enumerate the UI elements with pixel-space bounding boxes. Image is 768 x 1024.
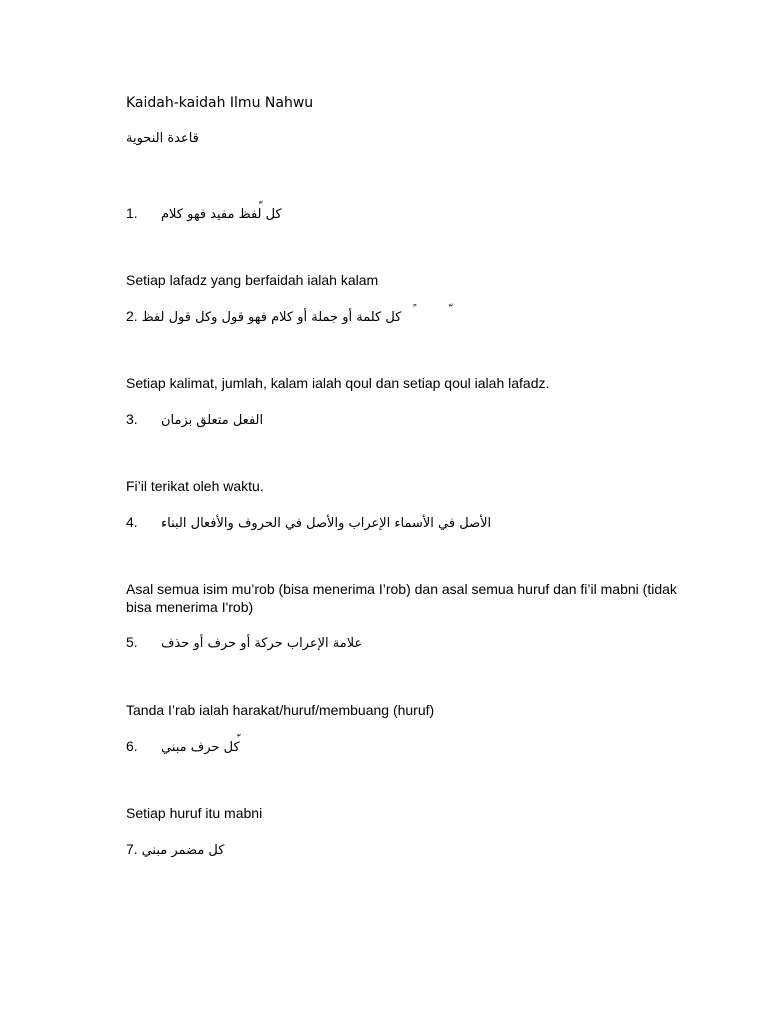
rule-arabic: كل كلمة أو جملة أو كلام فهو قول وكل قول لفظ: [141, 310, 402, 325]
rule-number: 6.: [126, 738, 138, 754]
rule-number: 7.: [126, 841, 138, 857]
rule-arabic: كل لفظ مفيد فهو كلام: [161, 207, 282, 222]
arabic-subtitle: قاعدة النحوية: [126, 131, 199, 146]
rule-1: [126, 204, 282, 224]
rule-5: [126, 633, 362, 653]
rule-number: 5.: [126, 634, 138, 650]
rule-number: 3.: [126, 411, 138, 427]
rule-5-translation: Tanda I’rab ialah harakat/huruf/membuang (huruf): [126, 702, 435, 718]
rule-number: 1.: [126, 205, 138, 221]
rule-7: [126, 840, 224, 860]
document-title: Kaidah-kaidah Ilmu Nahwu: [126, 95, 314, 111]
rule-3: [126, 410, 263, 430]
rule-4-translation: Asal semua isim mu’rob (bisa menerima I’rob) dan asal semua huruf dan fi’il mabni (tidak bisa menerima I'rob): [126, 581, 677, 615]
rule-arabic: علامة الإعراب حركة أو حرف أو حذف: [161, 636, 363, 651]
rule-arabic: كل مضمر مبني: [141, 843, 225, 858]
rule-3-translation: Fi’il terikat oleh waktu.: [126, 478, 264, 494]
rule-arabic: الفعل متعلق بزمان: [161, 413, 264, 428]
rule-6: [126, 737, 240, 757]
rule-arabic: كل حرف مبني: [161, 740, 240, 755]
rule-number: 4.: [126, 514, 138, 530]
rule-number: 2.: [126, 308, 138, 324]
rule-2-translation: Setiap kalimat, jumlah, kalam ialah qoul dan setiap qoul ialah lafadz.: [126, 375, 550, 391]
rule-2: [126, 307, 401, 327]
rule-6-translation: Setiap huruf itu mabni: [126, 805, 263, 821]
rule-arabic: الأصل في الأسماء الإعراب والأصل في الحروف والأفعال البناء: [161, 516, 492, 531]
rule-1-translation: Setiap lafadz yang berfaidah ialah kalam: [126, 272, 379, 288]
rule-4: [126, 513, 491, 533]
